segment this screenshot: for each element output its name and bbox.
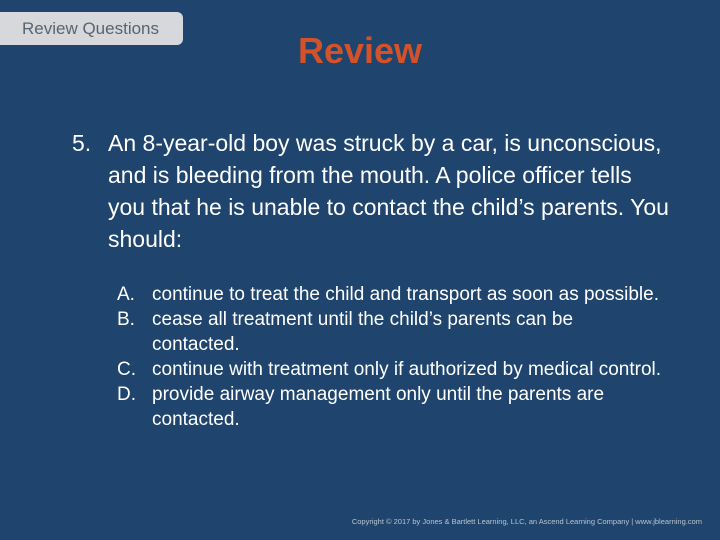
section-badge: Review Questions: [0, 12, 183, 45]
question-block: [72, 127, 672, 255]
option-letter: B.: [117, 309, 135, 330]
option-text: continue to treat the child and transport as soon as possible.: [152, 284, 659, 305]
option-letter: A.: [117, 284, 135, 305]
option-b: [117, 307, 662, 357]
answer-options: [117, 282, 662, 432]
option-c: [117, 357, 662, 382]
copyright-footer: Copyright © 2017 by Jones & Bartlett Learning, LLC, an Ascend Learning Company | www.jblearning.com: [351, 517, 702, 526]
option-text: cease all treatment until the child’s parents can be contacted.: [152, 309, 574, 355]
option-text: continue with treatment only if authorized by medical control.: [152, 359, 662, 380]
question-number: 5.: [72, 130, 92, 156]
slide-title-text: Review: [297, 30, 423, 71]
option-letter: D.: [117, 384, 136, 405]
question-text: An 8-year-old boy was struck by a car, is unconscious, and is bleeding from the mouth. A police officer tells you that he is unable to contact the child’s parents. You should:: [108, 130, 669, 252]
option-d: [117, 382, 662, 432]
option-letter: C.: [117, 359, 136, 380]
option-a: [117, 282, 662, 307]
slide-title: [0, 30, 720, 72]
option-text: provide airway management only until the parents are contacted.: [152, 384, 605, 430]
